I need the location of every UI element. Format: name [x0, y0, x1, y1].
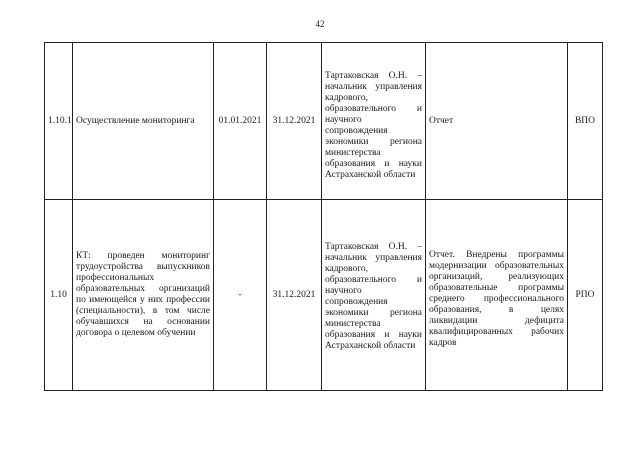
responsible-person: Тартаковская О.Н. – начальник управления кадрового, образовательного и научного сопровождения экономики региона министерства образования и науки Астраханской области: [322, 200, 426, 391]
end-date: 31.12.2021: [267, 43, 322, 200]
result-description: Отчет: [426, 43, 568, 200]
responsible-person: Тартаковская О.Н. – начальник управления кадрового, образовательного и научного сопровождения экономики региона министерства образования и науки Астраханской области: [322, 43, 426, 200]
result-description: Отчет. Внедрены программы модернизации образовательных организаций, реализующих образовательные программы среднего профессионального образования, в целях ликвидации дефицита квалифицированных рабочих кадров: [426, 200, 568, 391]
end-date: 31.12.2021: [267, 200, 322, 391]
event-description: КТ: проведен мониторинг трудоустройства выпускников профессиональных образовательных организаций по имеющейся у них профессии (специальности), в том числе обучавшихся на основании договора о целевом обучении: [73, 200, 214, 391]
table-row: [45, 200, 603, 391]
org-code: РПО: [568, 200, 603, 391]
start-date: -: [214, 200, 267, 391]
page-number: 42: [315, 19, 325, 29]
row-number: 1.10.1: [45, 43, 73, 200]
table-row: [45, 43, 603, 200]
start-date: 01.01.2021: [214, 43, 267, 200]
org-code: ВПО: [568, 43, 603, 200]
event-description: Осуществление мониторинга: [73, 43, 214, 200]
plan-table: [44, 42, 603, 391]
row-number: 1.10: [45, 200, 73, 391]
